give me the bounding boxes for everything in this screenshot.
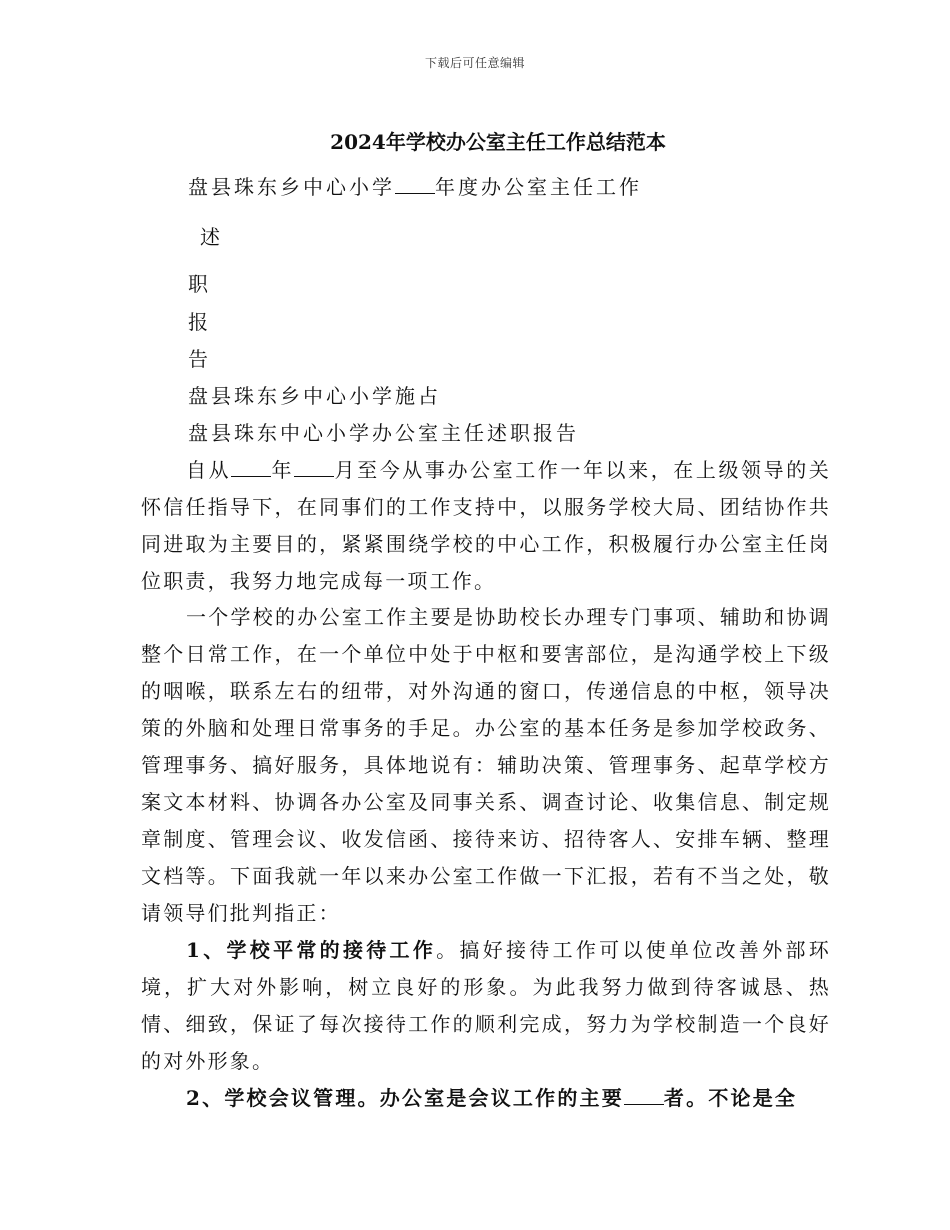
vertical-char-4: 告 (188, 347, 208, 371)
paragraph-2: 一个学校的办公室工作主要是协助校长办理专门事项、辅助和协调整个日常工作，在一个单位中处于中枢和要害部位，是沟通学校上下级的咽喉，联系左右的纽带，对外沟通的窗口，传递信息的中枢，领导决策的外脑和处理日常事务的手足。办公室的基本任务是参加学校政务、管理事务、搞好服务，具体地说有：辅助决策、管理事务、起草学校方案文本材料、协调各办公室及同事关系、调查讨论、收集信息、制定规章制度、管理会议、收发信函、接待来访、招待客人、安排车辆、整理文档等。下面我就一年以来办公室工作做一下汇报，若有不当之处，敬请领导们批判指正： (141, 605, 831, 925)
paragraph-1 (141, 452, 831, 600)
author-line: 盘县珠东乡中心小学施占 (188, 384, 441, 408)
para1-part1: 自从 (186, 458, 232, 482)
para1-blank-year (231, 458, 271, 477)
subtitle-line (188, 175, 642, 199)
header-note: 下载后可任意编辑 (424, 56, 525, 70)
para1-part2: 年 (271, 458, 295, 482)
subtitle-before: 盘县珠东乡中心小学 (188, 175, 395, 199)
report-title: 盘县珠东中心小学办公室主任述职报告 (188, 421, 579, 445)
vertical-char-1: 述 (200, 225, 220, 249)
para1-part3: 月至今从事办公室工作一年以来，在上级领导的关怀信任指导下，在同事们的工作支持中，以服务学校大局、团结协作共同进取为主要目的，紧紧围绕学校的中心工作，积极履行办公室主任岗位职责，我努力地完成每一项工作。 (141, 458, 831, 593)
vertical-char-3: 报 (188, 310, 208, 334)
para3-heading: 1、学校平常的接待工作 (186, 938, 437, 962)
paragraph-4 (141, 1080, 831, 1117)
vertical-char-2: 职 (188, 272, 208, 296)
para1-blank-month (294, 458, 334, 477)
para4-blank (624, 1086, 664, 1105)
subtitle-blank (395, 175, 435, 194)
para4-after: 者。不论是全 (663, 1086, 798, 1110)
paragraph-3 (141, 932, 831, 1080)
subtitle-after: 年度办公室主任工作 (435, 175, 642, 199)
para3-text: 。搞好接待工作可以使单位改善外部环境，扩大对外影响，树立良好的形象。为此我努力做到待客诚恳、热情、细致，保证了每次接待工作的顺利完成，努力为学校制造一个良好的对外形象。 (141, 938, 831, 1073)
para4-before: 2、学校会议管理。办公室是会议工作的主要 (186, 1086, 624, 1110)
document-title: 2024年学校办公室主任工作总结范本 (330, 130, 666, 154)
